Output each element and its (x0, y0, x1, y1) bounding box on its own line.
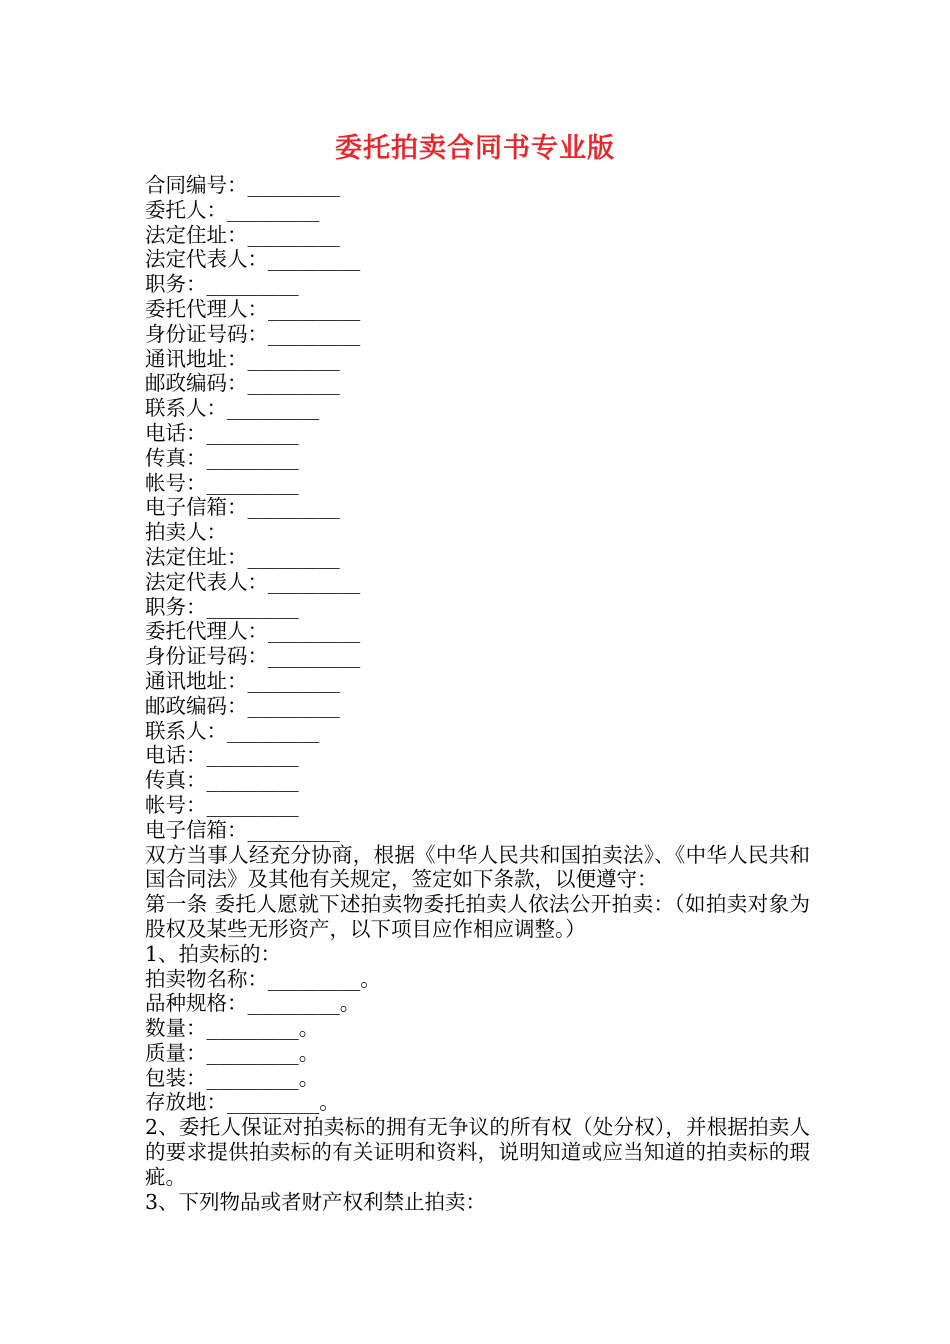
item-quantity-line: 数量：_________。 (145, 1016, 320, 1041)
field-principal-contact: 联系人：_________ (145, 396, 320, 421)
item-storage-line: 存放地：_________。 (145, 1090, 340, 1115)
field-principal-account: 帐号：_________ (145, 470, 299, 495)
field-principal-id-number: 身份证号码：_________ (145, 321, 361, 346)
field-auctioneer-account: 帐号：_________ (145, 792, 299, 817)
item-name-line: 拍卖物名称：_________。 (145, 966, 381, 991)
field-auctioneer-legal-rep: 法定代表人：_________ (145, 569, 361, 594)
field-auctioneer-id-number: 身份证号码：_________ (145, 644, 361, 669)
field-principal-legal-rep: 法定代表人：_________ (145, 247, 361, 272)
field-auctioneer-contact: 联系人：_________ (145, 718, 320, 743)
field-principal-position: 职务：_________ (145, 272, 299, 297)
item-quality-line: 质量：_________。 (145, 1040, 320, 1065)
field-auctioneer-address: 法定住址：_________ (145, 544, 340, 569)
field-principal-phone: 电话：_________ (145, 420, 299, 445)
document-title: 委托拍卖合同书专业版 (335, 133, 615, 164)
field-auctioneer-position: 职务：_________ (145, 594, 299, 619)
field-auctioneer-phone: 电话：_________ (145, 743, 299, 768)
field-principal-email: 电子信箱：_________ (145, 495, 340, 520)
field-contract-number: 合同编号：_________ (145, 173, 340, 197)
field-principal-address: 法定住址：_________ (145, 222, 340, 247)
preamble-paragraph: 双方当事人经充分协商，根据《中华人民共和国拍卖法》、《中华人民共和国合同法》及其他有关规定，签定如下条款，以便遵守： (145, 842, 810, 892)
article-one-paragraph: 第一条 委托人愿就下述拍卖物委托拍卖人依法公开拍卖：（如拍卖对象为股权及某些无形资产，以下项目应作相应调整。） (145, 892, 810, 941)
item-packaging-line: 包装：_________。 (145, 1065, 320, 1090)
item-one-heading: 1、拍卖标的： (145, 941, 282, 966)
field-auctioneer-fax: 传真：_________ (145, 768, 299, 793)
field-auctioneer: 拍卖人： (145, 520, 227, 545)
field-auctioneer-agent: 委托代理人：_________ (145, 619, 361, 644)
item-spec-line: 品种规格：_________。 (145, 991, 361, 1016)
field-auctioneer-email: 电子信箱：_________ (145, 817, 340, 842)
field-principal: 委托人：_________ (145, 197, 320, 222)
item-three-paragraph: 3、下列物品或者财产权利禁止拍卖： (145, 1189, 487, 1214)
field-auctioneer-postcode: 邮政编码：_________ (145, 693, 340, 718)
field-principal-agent: 委托代理人：_________ (145, 296, 361, 321)
document-body (145, 173, 810, 1214)
item-two-paragraph: 2、委托人保证对拍卖标的拥有无争议的所有权（处分权），并根据拍卖人的要求提供拍卖标的有关证明和资料，说明知道或应当知道的拍卖标的瑕疵。 (145, 1115, 810, 1189)
field-principal-mail-address: 通讯地址：_________ (145, 346, 340, 371)
field-auctioneer-mail-address: 通讯地址：_________ (145, 668, 340, 693)
field-principal-postcode: 邮政编码：_________ (145, 371, 340, 396)
field-principal-fax: 传真：_________ (145, 445, 299, 470)
